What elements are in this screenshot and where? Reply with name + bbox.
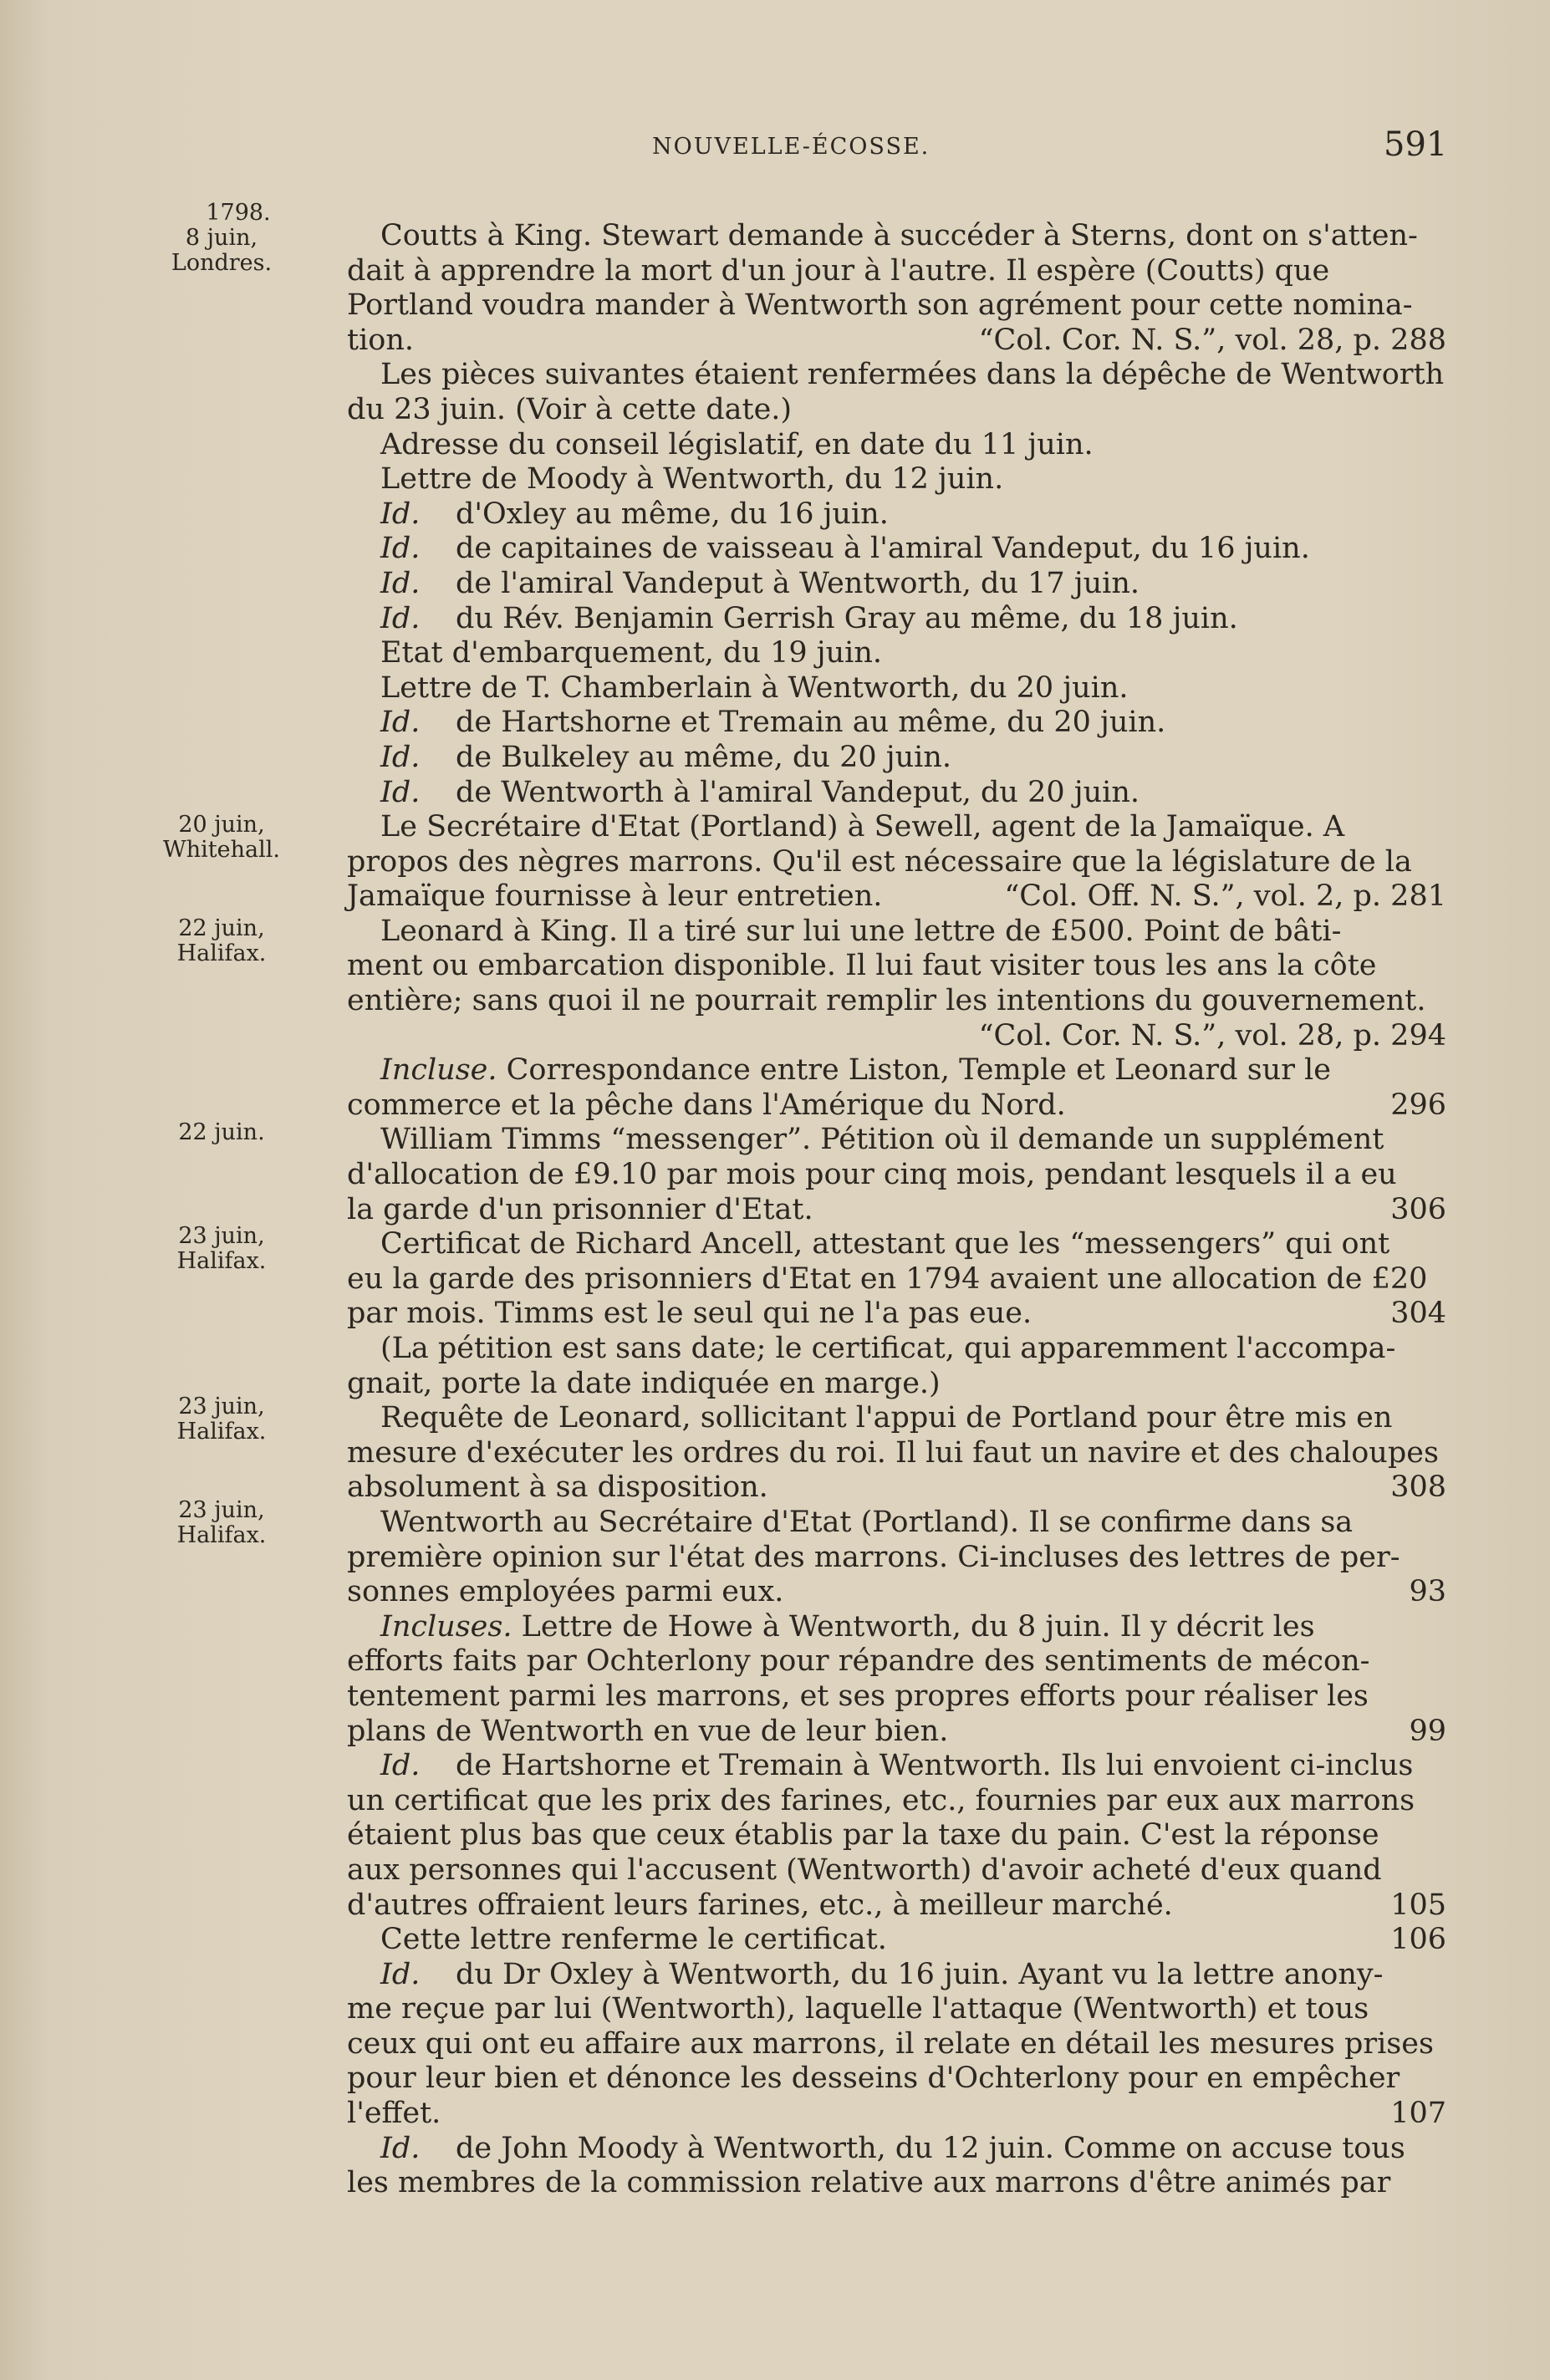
text-fragment: Correspondance entre Liston, Temple et Leonard sur le (506, 1053, 1331, 1088)
text-line: ceux qui ont eu affaire aux marrons, il relate en détail les mesures prises (347, 2026, 1434, 2061)
text-line: Lettre de Moody à Wentworth, du 12 juin. (380, 462, 1004, 497)
archive-reference: “Col. Cor. N. S.”, vol. 28, p. 288 (978, 323, 1446, 357)
text-line: ment ou embarcation disponible. Il lui faut visiter tous les ans la côte (347, 949, 1377, 983)
text-fragment: du Dr Oxley à Wentworth, du 16 juin. Ayant vu la lettre anony- (456, 1957, 1384, 1991)
text-fragment: de l'amiral Vandeput à Wentworth, du 17 juin. (456, 566, 1140, 600)
margin-place: Halifax. (176, 1419, 267, 1445)
ibidem-marker: Id. (380, 1957, 421, 1991)
text-line: propos des nègres marrons. Qu'il est nécessaire que la législature de la (347, 844, 1412, 879)
text-line: du 23 juin. (Voir à cette date.) (347, 392, 793, 426)
text-line: aux personnes qui l'accusent (Wentworth) d'avoir acheté d'eux quand (347, 1853, 1382, 1887)
margin-note-date (125, 813, 318, 863)
ibidem-marker: Id. (380, 706, 421, 740)
margin-place: Halifax. (176, 940, 267, 966)
text-line: d'allocation de £9.10 par mois pour cinq mois, pendant lesquels il a eu (347, 1158, 1397, 1192)
text-line: Etat d'embarquement, du 19 juin. (380, 636, 883, 670)
margin-place: Londres. (171, 250, 273, 276)
running-head: NOUVELLE-ÉCOSSE. (652, 134, 931, 160)
margin-date: 23 juin, (178, 1497, 265, 1523)
text-line: dait à apprendre la mort d'un jour à l'autre. Il espère (Coutts) que (347, 253, 1330, 288)
page-reference: 93 (1409, 1575, 1446, 1609)
text-line: Certificat de Richard Ancell, attestant que les “messengers” qui ont (380, 1227, 1390, 1261)
page-reference: 106 (1390, 1923, 1446, 1957)
text-line (347, 1193, 1446, 1228)
archive-reference: “Col. Cor. N. S.”, vol. 28, p. 294 (978, 1018, 1446, 1052)
margin-date: 23 juin, (178, 1394, 265, 1419)
text-fragment: Jamaïque fournisse à leur entretien. (347, 879, 883, 914)
text-line: mesure d'exécuter les ordres du roi. Il lui faut un navire et des chaloupes (347, 1435, 1439, 1470)
text-line (347, 1888, 1446, 1924)
enclosure-label: Incluse. (380, 1053, 497, 1088)
text-line (347, 1715, 1446, 1750)
body-text (347, 219, 1446, 2201)
text-fragment: d'Oxley au même, du 16 juin. (456, 497, 889, 531)
margin-note-date (125, 1394, 318, 1445)
margin-date: 8 juin, (185, 225, 258, 251)
page-reference: 306 (1390, 1192, 1446, 1226)
text-line: gnait, porte la date indiquée en marge.) (347, 1366, 941, 1400)
text-line (347, 1958, 1446, 1993)
ibidem-marker: Id. (380, 532, 421, 566)
text-fragment: Cette lettre renferme le certificat. (380, 1923, 887, 1957)
ibidem-marker: Id. (380, 740, 421, 774)
text-fragment: tion. (347, 323, 414, 357)
page-number: 591 (1384, 125, 1448, 164)
text-line: Lettre de T. Chamberlain à Wentworth, du 20 juin. (380, 670, 1129, 705)
text-line: efforts faits par Ochterlony pour répandre des sentiments de mécon- (347, 1644, 1370, 1679)
ibidem-marker: Id. (380, 775, 421, 809)
page-reference: 308 (1390, 1470, 1446, 1505)
text-line (347, 741, 1446, 776)
margin-place: Halifax. (176, 1248, 267, 1274)
text-line: étaient plus bas que ceux établis par la taxe du pain. C'est la réponse (347, 1818, 1379, 1853)
margin-date: 22 juin, (178, 915, 265, 941)
text-line: entière; sans quoi il ne pourrait remplir les intentions du gouvernement. (347, 984, 1426, 1018)
text-line (347, 1088, 1446, 1124)
text-line: Requête de Leonard, sollicitant l'appui de Portland pour être mis en (380, 1401, 1393, 1435)
text-fragment: de Hartshorne et Tremain à Wentworth. Ils lui envoient ci-inclus (456, 1749, 1414, 1783)
text-line (347, 532, 1446, 567)
text-line (347, 879, 1446, 915)
ibidem-marker: Id. (380, 1749, 421, 1783)
margin-note-date (125, 1498, 318, 1548)
text-line: les membres de la commission relative aux marrons d'être animés par (347, 2166, 1391, 2200)
ibidem-marker: Id. (380, 566, 421, 600)
text-line (347, 706, 1446, 741)
text-line: tentement parmi les marrons, et ses propres efforts pour réaliser les (347, 1679, 1369, 1713)
text-fragment: de Hartshorne et Tremain au même, du 20 juin. (456, 706, 1166, 740)
text-line: pour leur bien et dénonce les desseins d'Ochterlony pour en empêcher (347, 2061, 1400, 2096)
text-line: Portland voudra mander à Wentworth son agrément pour cette nomina- (347, 288, 1413, 323)
margin-note-date (125, 916, 318, 966)
text-line: Les pièces suivantes étaient renfermées dans la dépêche de Wentworth (380, 358, 1445, 392)
margin-year: 1798. (206, 200, 271, 226)
ibidem-marker: Id. (380, 601, 421, 635)
page-reference: 107 (1390, 2097, 1446, 2131)
text-line: me reçue par lui (Wentworth), laquelle l'attaque (Wentworth) et tous (347, 1992, 1369, 2026)
margin-date: 20 juin, (178, 812, 265, 838)
text-line (347, 567, 1446, 602)
text-fragment: d'autres offraient leurs farines, etc., à meilleur marché. (347, 1888, 1173, 1922)
text-line (347, 497, 1446, 533)
text-line: Leonard à King. Il a tiré sur lui une lettre de £500. Point de bâti- (380, 914, 1342, 948)
text-line (347, 1610, 1446, 1645)
text-line (347, 1923, 1446, 1958)
text-fragment: absolument à sa disposition. (347, 1470, 768, 1505)
text-line: Wentworth au Secrétaire d'Etat (Portland). Il se confirme dans sa (380, 1505, 1354, 1539)
margin-place: Halifax. (176, 1522, 267, 1548)
archive-reference: “Col. Off. N. S.”, vol. 2, p. 281 (1004, 879, 1446, 914)
text-line: un certificat que les prix des farines, etc., fournies par eux aux marrons (347, 1783, 1415, 1817)
text-fragment: commerce et la pêche dans l'Amérique du Nord. (347, 1088, 1066, 1122)
text-fragment: la garde d'un prisonnier d'Etat. (347, 1192, 813, 1226)
margin-date: 22 juin. (178, 1119, 265, 1145)
text-fragment: l'effet. (347, 2097, 441, 2131)
text-line: eu la garde des prisonniers d'Etat en 1794 avaient une allocation de £20 (347, 1261, 1428, 1296)
text-line: première opinion sur l'état des marrons. Ci-incluses des lettres de per- (347, 1540, 1400, 1574)
margin-note-date (125, 1120, 318, 1145)
text-line (347, 1297, 1446, 1332)
text-line (347, 1749, 1446, 1784)
enclosure-label: Incluses. (380, 1609, 512, 1644)
text-line (347, 2132, 1446, 2167)
text-line (347, 1470, 1446, 1506)
text-fragment: par mois. Timms est le seul qui ne l'a pas eue. (347, 1297, 1032, 1331)
text-fragment: de John Moody à Wentworth, du 12 juin. Comme on accuse tous (456, 2131, 1405, 2165)
margin-place: Whitehall. (163, 837, 280, 863)
text-fragment: du Rév. Benjamin Gerrish Gray au même, du 18 juin. (456, 601, 1238, 635)
text-line (347, 776, 1446, 811)
page-reference: 296 (1390, 1088, 1446, 1122)
ibidem-marker: Id. (380, 2131, 421, 2165)
text-fragment: Lettre de Howe à Wentworth, du 8 juin. Il y décrit les (521, 1609, 1315, 1644)
text-line (347, 602, 1446, 637)
text-line (347, 2097, 1446, 2132)
page-reference: 99 (1409, 1714, 1446, 1748)
text-line: Coutts à King. Stewart demande à succéder à Sterns, dont on s'atten- (380, 219, 1418, 252)
text-line: William Timms “messenger”. Pétition où il demande un supplément (380, 1123, 1384, 1157)
page-reference: 304 (1390, 1297, 1446, 1331)
margin-note-date (125, 201, 318, 276)
text-line: Adresse du conseil législatif, en date du 11 juin. (380, 427, 1094, 461)
page-reference: 105 (1390, 1888, 1446, 1922)
text-line: (La pétition est sans date; le certificat, qui apparemment l'accompa- (380, 1332, 1396, 1365)
page-header (0, 125, 1550, 176)
text-fragment: de Wentworth à l'amiral Vandeput, du 20 juin. (456, 775, 1140, 809)
text-fragment: de Bulkeley au même, du 20 juin. (456, 740, 952, 774)
text-fragment: plans de Wentworth en vue de leur bien. (347, 1714, 949, 1748)
text-line (347, 1575, 1446, 1610)
text-fragment: sonnes employées parmi eux. (347, 1575, 784, 1609)
text-line (347, 324, 1446, 359)
text-line (347, 1053, 1446, 1088)
margin-date: 23 juin, (178, 1223, 265, 1249)
ibidem-marker: Id. (380, 497, 421, 531)
text-fragment: de capitaines de vaisseau à l'amiral Vandeput, du 16 juin. (456, 532, 1310, 566)
margin-note-date (125, 1224, 318, 1274)
text-line: Le Secrétaire d'Etat (Portland) à Sewell, agent de la Jamaïque. A (380, 810, 1345, 844)
